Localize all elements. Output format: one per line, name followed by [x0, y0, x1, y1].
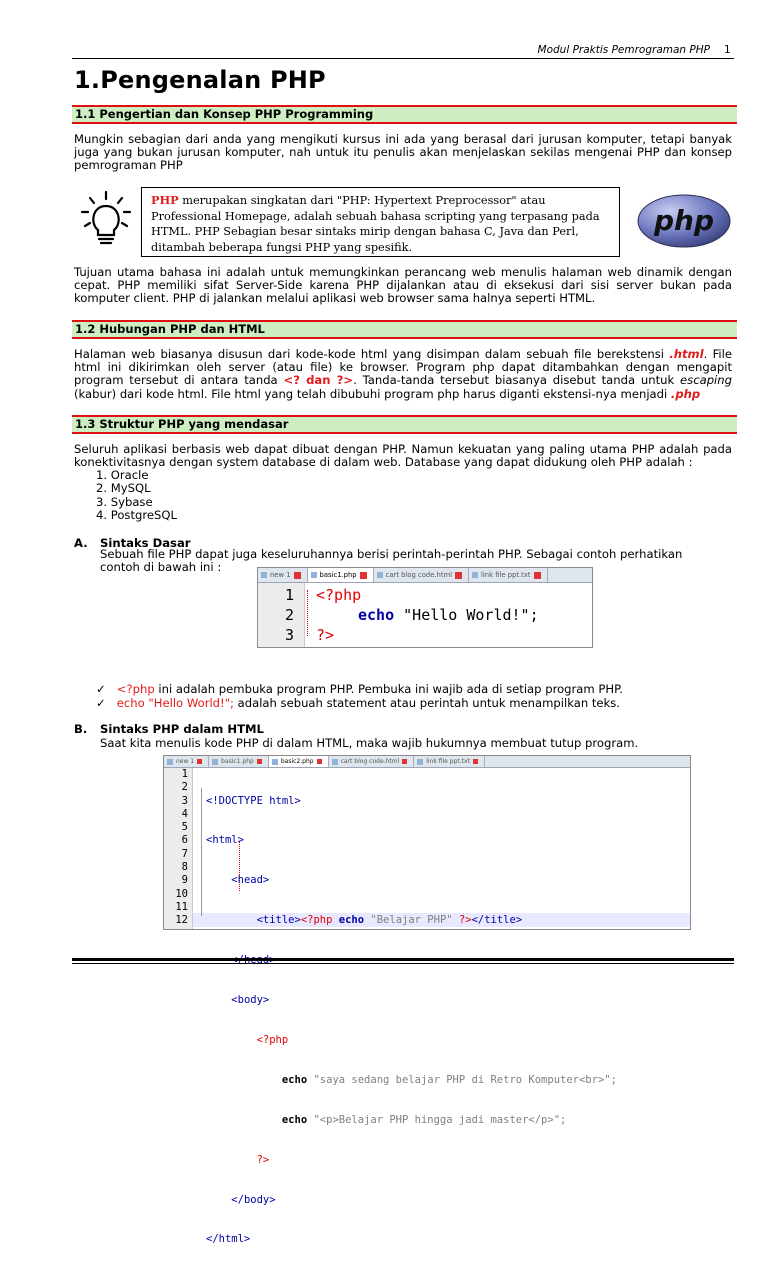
line-number: 4: [181, 807, 188, 820]
echo-keyword: echo: [281, 1073, 308, 1086]
editor-tab[interactable]: [258, 568, 308, 582]
tab-label: basic1.php: [221, 758, 254, 765]
tab-label: new 1: [176, 758, 195, 765]
line-number: 12: [175, 914, 188, 927]
subsection-a-label: A.: [74, 536, 88, 550]
s2-text-2: . File html ini dikirimkan oleh server (atau file) ke browser. Program php dapat ditambahkan dengan mengapit program tersebut di antara tanda: [74, 347, 732, 388]
structure-paragraph: Seluruh aplikasi berbasis web dapat dibuat dengan PHP. Namun kekuatan yang paling utama PHP adalah pada konektivitasnya dengan system database di dalam web. Database yang dapat didukung oleh PHP adalah :: [74, 442, 732, 470]
code-line: [206, 834, 617, 847]
code-line: [316, 585, 361, 605]
tab-label: basic1.php: [319, 571, 357, 579]
head-close: </head>: [231, 954, 276, 967]
file-icon: [377, 572, 383, 578]
php-tags: <? dan ?>: [283, 373, 354, 388]
subsection-b-label: B.: [74, 722, 88, 736]
editor-tab[interactable]: [374, 568, 469, 582]
code-line: [206, 1034, 617, 1047]
code-line: [206, 1154, 617, 1167]
tab-label: link file ppt.txt: [426, 758, 470, 765]
footer-rule-thick: [72, 958, 734, 961]
s2-text-4: (kabur) dari kode html. File html yang telah dibubuhi program php harus diganti ekstensi-nya menjadi: [74, 386, 671, 401]
list-item: 3. Sybase: [96, 494, 153, 509]
section-heading-1-3: 1.3 Struktur PHP yang mendasar: [72, 415, 737, 434]
header-rule: [72, 58, 734, 59]
code-line: [206, 1114, 617, 1127]
subsection-a-title: Sintaks Dasar: [100, 536, 191, 550]
code-line: [206, 994, 617, 1007]
file-icon: [212, 759, 218, 765]
head-open: <head>: [231, 874, 270, 887]
editor-tab[interactable]: [329, 756, 415, 767]
close-icon[interactable]: [360, 572, 367, 579]
php-open-tag: <?php: [256, 1033, 289, 1046]
tab-label: cart blog code.html: [340, 758, 400, 765]
close-icon[interactable]: [257, 759, 262, 764]
check-code: echo "Hello World!";: [116, 695, 234, 710]
line-numbers: [166, 768, 188, 928]
file-icon: [167, 759, 173, 765]
editor-tab-active[interactable]: [269, 756, 329, 767]
title-open: <title>: [256, 914, 301, 927]
editor-tabbar: [258, 568, 592, 583]
line-number: 5: [181, 821, 188, 834]
echo-keyword: echo: [281, 1113, 308, 1126]
purpose-paragraph: Tujuan utama bahasa ini adalah untuk memungkinkan perancang web menulis halaman web dinamik dengan cepat. PHP memiliki sifat Server-Side karena PHP dijalankan atau di eksekusi dari sisi server bukan pada komputer client. PHP di jalankan melalui aplikasi web browser sama halnya seperti HTML.: [74, 265, 732, 306]
s2-text-1: Halaman web biasanya disusun dari kode-kode html yang disimpan dalam sebuah file berekstensi: [74, 347, 670, 361]
footer-rule-thin: [72, 963, 734, 964]
php-close-tag: ?>: [256, 1153, 270, 1166]
line-number: 6: [181, 834, 188, 847]
html-open: <html>: [206, 834, 244, 847]
subsection-a-line1: Sebuah file PHP dapat juga keseluruhannya berisi perintah-perintah PHP. Sebagai contoh perhatikan: [100, 547, 683, 561]
section-heading-1-1: 1.1 Pengertian dan Konsep PHP Programming: [72, 105, 737, 124]
explanation-checklist: [96, 683, 623, 710]
body-close: </body>: [231, 1193, 276, 1206]
section-heading-1-2: 1.2 Hubungan PHP dan HTML: [72, 320, 737, 339]
line-number: 7: [181, 847, 188, 860]
running-title: Modul Praktis Pemrograman PHP: [537, 44, 710, 56]
line-number: 2: [284, 606, 294, 624]
line-number: 11: [175, 900, 188, 913]
php-keyword: PHP: [151, 193, 179, 207]
php-definition-box: [141, 187, 620, 257]
list-item: 1. Oracle: [96, 468, 149, 482]
code-line: [358, 605, 539, 625]
check-code: <?php: [116, 682, 155, 696]
check-text: ini adalah pembuka program PHP. Pembuka ini wajib ada di setiap program PHP.: [154, 682, 623, 696]
subsection-b-title: Sintaks PHP dalam HTML: [100, 722, 264, 736]
intro-paragraph: Mungkin sebagian dari anda yang mengikuti kursus ini ada yang berasal dari jurusan komputer, tetapi banyak juga yang bukan jurusan komputer, nah untuk itu penulis akan menjelaskan sekilas mengenai PHP dan konsep pemrograman PHP: [74, 132, 732, 173]
database-list: [96, 469, 177, 522]
string-literal: "Belajar PHP": [370, 914, 453, 927]
chapter-title: 1.Pengenalan PHP: [74, 66, 326, 94]
ext-html: .html: [669, 347, 704, 361]
code-line: [206, 914, 617, 927]
code-line: [206, 795, 617, 808]
page-number: 1: [724, 44, 731, 56]
editor-tab[interactable]: [209, 756, 269, 767]
close-icon[interactable]: [473, 759, 478, 764]
code-screenshot-2: [163, 755, 691, 1246]
close-icon[interactable]: [294, 572, 301, 579]
file-icon: [272, 759, 278, 765]
html-relation-paragraph: [74, 348, 732, 401]
editor-tab[interactable]: [164, 756, 209, 767]
code-line: [206, 1194, 617, 1207]
line-number: 3: [181, 794, 188, 807]
editor-tab[interactable]: [414, 756, 485, 767]
echo-keyword: echo: [338, 914, 365, 927]
subsection-a-line2: contoh di bawah ini :: [100, 560, 222, 575]
editor-tab[interactable]: [469, 568, 548, 582]
php-open-tag: <?php: [300, 914, 333, 927]
tab-label: link file ppt.txt: [481, 571, 531, 579]
title-close: </title>: [471, 914, 523, 927]
string-literal: "saya sedang belajar PHP di Retro Komputer<br>";: [313, 1073, 617, 1086]
line-number: 10: [175, 887, 188, 900]
escaping-term: escaping: [680, 373, 732, 388]
code-body: [206, 768, 617, 1273]
echo-keyword: echo: [358, 606, 395, 624]
fold-guide: [201, 788, 203, 916]
line-number: 1: [181, 768, 188, 780]
file-icon: [472, 572, 478, 578]
editor-tabbar: [164, 756, 690, 768]
close-icon[interactable]: [402, 759, 407, 764]
tab-label: cart blog code.html: [385, 571, 453, 579]
file-icon: [311, 572, 317, 578]
check-item: [96, 697, 623, 711]
php-open-tag: <?php: [316, 586, 362, 604]
tab-label: new 1: [270, 571, 291, 579]
check-icon: ✓: [96, 695, 106, 710]
code-screenshot-1: [257, 567, 593, 648]
tab-label: basic2.php: [280, 758, 314, 765]
line-numbers: [262, 585, 294, 645]
close-icon[interactable]: [317, 759, 322, 764]
lightbulb-icon: [76, 190, 136, 248]
php-close-tag: ?>: [458, 914, 472, 927]
php-logo: [636, 193, 732, 249]
fold-marker: [307, 590, 316, 636]
code-line: [206, 1074, 617, 1087]
line-number: 1: [284, 586, 294, 604]
code-line: [206, 874, 617, 887]
subsection-b-text: Saat kita menulis kode PHP di dalam HTML, maka wajib hukumnya membuat tutup program.: [100, 736, 639, 750]
php-definition-text: merupakan singkatan dari "PHP: Hypertext Preprocessor" atau Professional Homepage, adalah sebuah bahasa scripting yang terpasang pada HTML. PHP Sebagian besar sintaks mirip dengan bahasa C, Java dan Perl, ditambah beberapa fungsi PHP yang spesifik.: [151, 194, 600, 254]
file-icon: [261, 572, 267, 578]
line-number: 8: [181, 861, 188, 874]
s2-text-3: . Tanda-tanda tersebut biasanya disebut tanda untuk: [353, 373, 681, 388]
line-number: 9: [181, 874, 188, 887]
line-number: 2: [181, 781, 188, 794]
string-literal: "Hello World!";: [394, 606, 539, 624]
php-logo-text: php: [653, 204, 715, 237]
body-open: <body>: [231, 994, 270, 1007]
line-number: 3: [284, 626, 294, 644]
close-icon[interactable]: [534, 572, 541, 579]
php-close-tag: ?>: [316, 626, 335, 644]
check-text: adalah sebuah statement atau perintah untuk menampilkan teks.: [233, 695, 620, 710]
close-icon[interactable]: [197, 759, 202, 764]
doctype: <!DOCTYPE html>: [206, 794, 301, 807]
list-item: 2. MySQL: [96, 481, 151, 496]
ext-php: .php: [670, 386, 701, 401]
check-item: [96, 683, 623, 697]
editor-tab-active[interactable]: [308, 568, 374, 582]
file-icon: [332, 759, 338, 765]
string-literal: "<p>Belajar PHP hingga jadi master</p>";: [313, 1113, 567, 1126]
list-item: 4. PostgreSQL: [96, 507, 177, 522]
file-icon: [417, 759, 423, 765]
close-icon[interactable]: [455, 572, 462, 579]
code-line: [206, 1233, 617, 1246]
check-icon: ✓: [96, 682, 106, 696]
html-close: </html>: [206, 1233, 251, 1246]
code-line: [316, 625, 334, 645]
